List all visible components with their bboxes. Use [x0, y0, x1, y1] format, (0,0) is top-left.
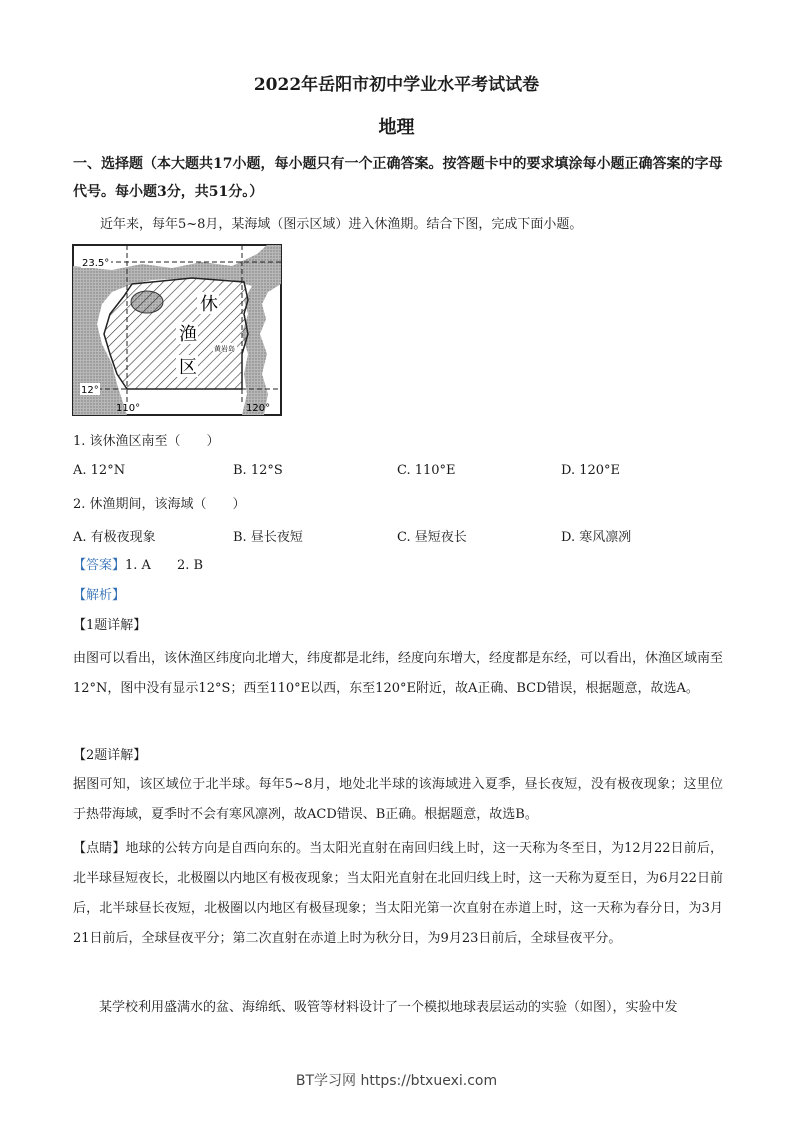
section-heading: 一、选择题（本大题共17小题，每小题只有一个正确答案。按答题卡中的要求填涂每小题正确答案的字母代号。每小题3分，共51分。）	[73, 156, 723, 200]
answer-tag: 【答案】	[73, 558, 126, 573]
detail-2-tag: 【2题详解】	[73, 748, 147, 763]
tip-paragraph	[73, 834, 723, 954]
fishing-ban-map	[72, 244, 282, 416]
next-question-intro: 某学校利用盛满水的盆、海绵纸、吸管等材料设计了一个模拟地球表层运动的实验（如图），实验中发	[99, 1000, 678, 1015]
answer-text: 1. A 2. B	[125, 558, 204, 573]
subject-title: 地理	[378, 117, 415, 138]
detail-2-text: 据图可知，该区域位于北半球。每年5~8月，地处北半球的该海域进入夏季，昼长夜短，没有极夜现象；这里位于热带海域，夏季时不会有寒风凛冽，故ACD错误、B正确。根据题意，故选B。	[73, 777, 723, 822]
question-2-option-b: B. 昼长夜短	[233, 530, 303, 545]
question-2-option-d: D. 寒风凛冽	[561, 530, 632, 545]
lon-left-label: 110°	[116, 403, 141, 414]
question-1-option-d: D. 120°E	[561, 463, 621, 478]
zone-char-3: 区	[179, 357, 197, 378]
question-2-stem: 2. 休渔期间，该海域（ ）	[73, 497, 246, 512]
detail-1-tag: 【1题详解】	[73, 618, 147, 633]
question-2-option-a: A. 有极夜现象	[73, 530, 156, 545]
zone-char-1: 休	[200, 294, 218, 315]
lat-bottom-label: 12°	[81, 385, 99, 396]
tip-tag: 【点睛】	[73, 841, 126, 856]
question-2-option-c: C. 昼短夜长	[397, 530, 467, 545]
zone-char-2: 渔	[179, 324, 197, 345]
island-small-label: 黄岩岛	[214, 345, 235, 353]
tip-text: 地球的公转方向是自西向东的。当太阳光直射在南回归线上时，这一天称为冬至日，为12月22日前后，北半球昼短夜长，北极圈以内地区有极夜现象；当太阳光直射在北回归线上时，这一天称为夏至日，为6月22日前后，北半球昼长夜短，北极圈以内地区有极昼现象；当太阳光第一次直射在赤道上时，这一天称为春分日，为3月21日前后，全球昼夜平分；第二次直射在赤道上时为秋分日，为9月23日前后，全球昼夜平分。	[73, 841, 723, 946]
lon-right-label: 120°	[246, 403, 271, 414]
lat-top-label: 23.5°	[82, 258, 110, 269]
answer-line	[73, 554, 203, 573]
question-1-option-b: B. 12°S	[233, 463, 283, 478]
question-1-option-c: C. 110°E	[397, 463, 456, 478]
question-intro: 近年来，每年5~8月，某海域（图示区域）进入休渔期。结合下图，完成下面小题。	[100, 217, 583, 232]
detail-1-text: 由图可以看出，该休渔区纬度向北增大，纬度都是北纬，经度向东增大，经度都是东经，可以看出，休渔区域南至12°N，图中没有显示12°S；西至110°E以西，东至120°E附近，故A正确、BCD错误，根据题意，故选A。	[73, 651, 724, 696]
footer-watermark: BT学习网 https://btxuexi.com	[295, 1073, 498, 1089]
page-title: 2022年岳阳市初中学业水平考试试卷	[253, 75, 540, 95]
question-1-stem: 1. 该休渔区南至（ ）	[73, 434, 220, 449]
analysis-tag: 【解析】	[73, 588, 126, 603]
question-1-option-a: A. 12°N	[73, 463, 126, 478]
